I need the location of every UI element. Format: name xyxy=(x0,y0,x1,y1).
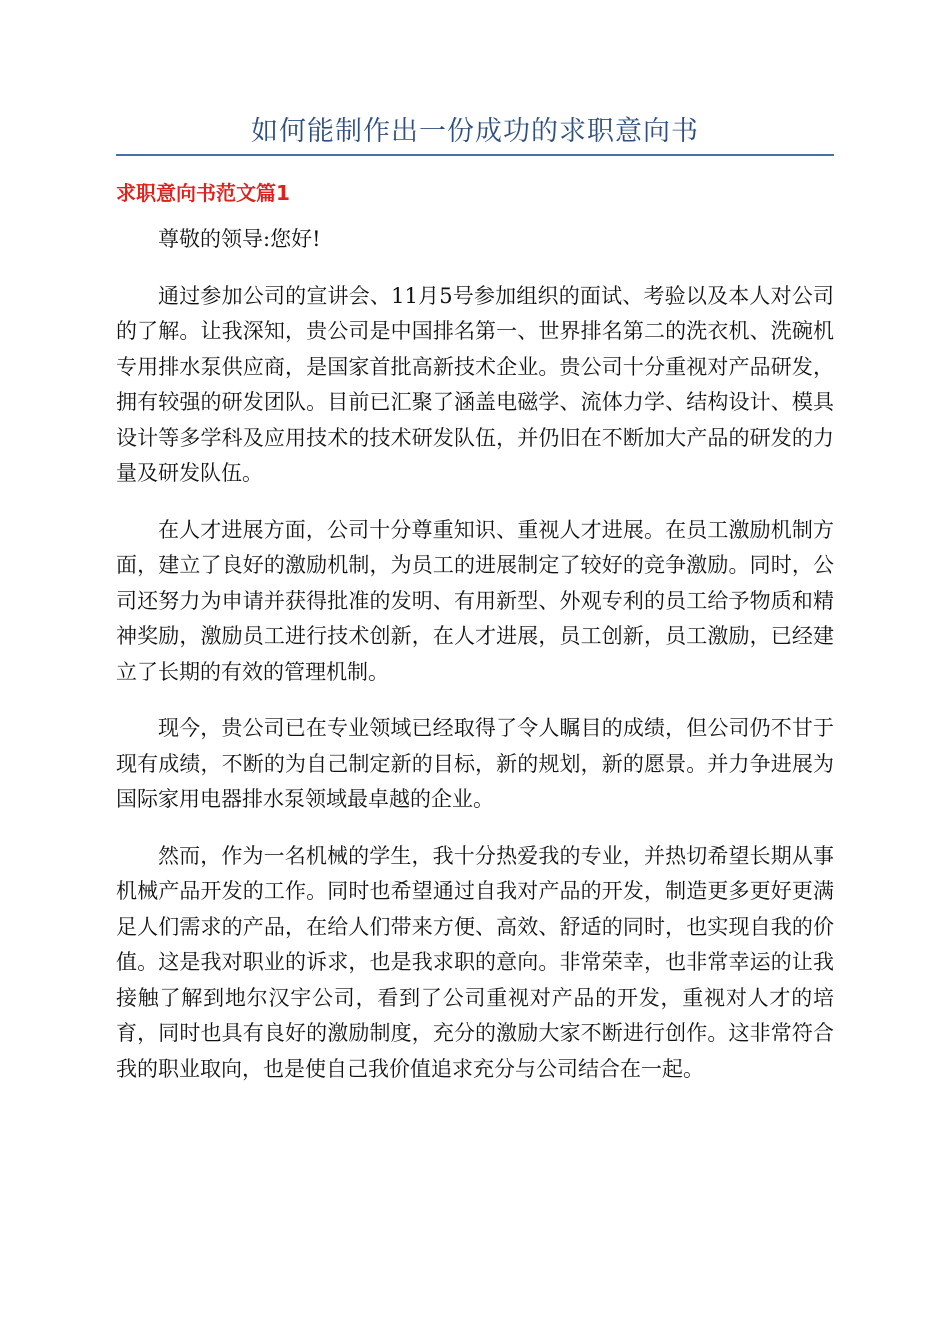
salutation-paragraph: 尊敬的领导:您好! xyxy=(158,227,321,251)
body-paragraph-1: 通过参加公司的宣讲会、11月5号参加组织的面试、考验以及本人对公司的了解。让我深知，贵公司是中国排名第一、世界排名第二的洗衣机、洗碗机专用排水泵供应商，是国家首批高新技术企业。贵公司十分重视对产品研发，拥有较强的研发团队。目前已汇聚了涵盖电磁学、流体力学、结构设计、模具设计等多学科及应用技术的技术研发队伍，并仍旧在不断加大产品的研发的力量及研发队伍。 xyxy=(116,283,834,485)
section-heading: 求职意向书范文篇1 xyxy=(116,181,290,205)
body-paragraph-4: 然而，作为一名机械的学生，我十分热爱我的专业，并热切希望长期从事机械产品开发的工作。同时也希望通过自我对产品的开发，制造更多更好更满足人们需求的产品，在给人们带来方便、高效、舒适的同时，也实现自我的价值。这是我对职业的诉求，也是我求职的意向。非常荣幸，也非常幸运的让我接触了解到地尔汉宇公司，看到了公司重视对产品的开发，重视对人才的培育，同时也具有良好的激励制度，充分的激励大家不断进行创作。这非常符合我的职业取向，也是使自己我价值追求充分与公司结合在一起。 xyxy=(116,843,834,1081)
title-underline xyxy=(116,154,834,156)
document-title: 如何能制作出一份成功的求职意向书 xyxy=(251,116,699,147)
letter-body xyxy=(116,222,834,1108)
body-paragraph-2: 在人才进展方面，公司十分尊重知识、重视人才进展。在员工激励机制方面，建立了良好的激励机制，为员工的进展制定了较好的竞争激励。同时，公司还努力为申请并获得批准的发明、有用新型、外观专利的员工给予物质和精神奖励，激励员工进行技术创新，在人才进展，员工创新，员工激励，已经建立了长期的有效的管理机制。 xyxy=(116,517,834,684)
body-paragraph-3: 现今，贵公司已在专业领域已经取得了令人瞩目的成绩，但公司仍不甘于现有成绩，不断的为自己制定新的目标，新的规划，新的愿景。并力争进展为国际家用电器排水泵领域最卓越的企业。 xyxy=(116,716,834,811)
